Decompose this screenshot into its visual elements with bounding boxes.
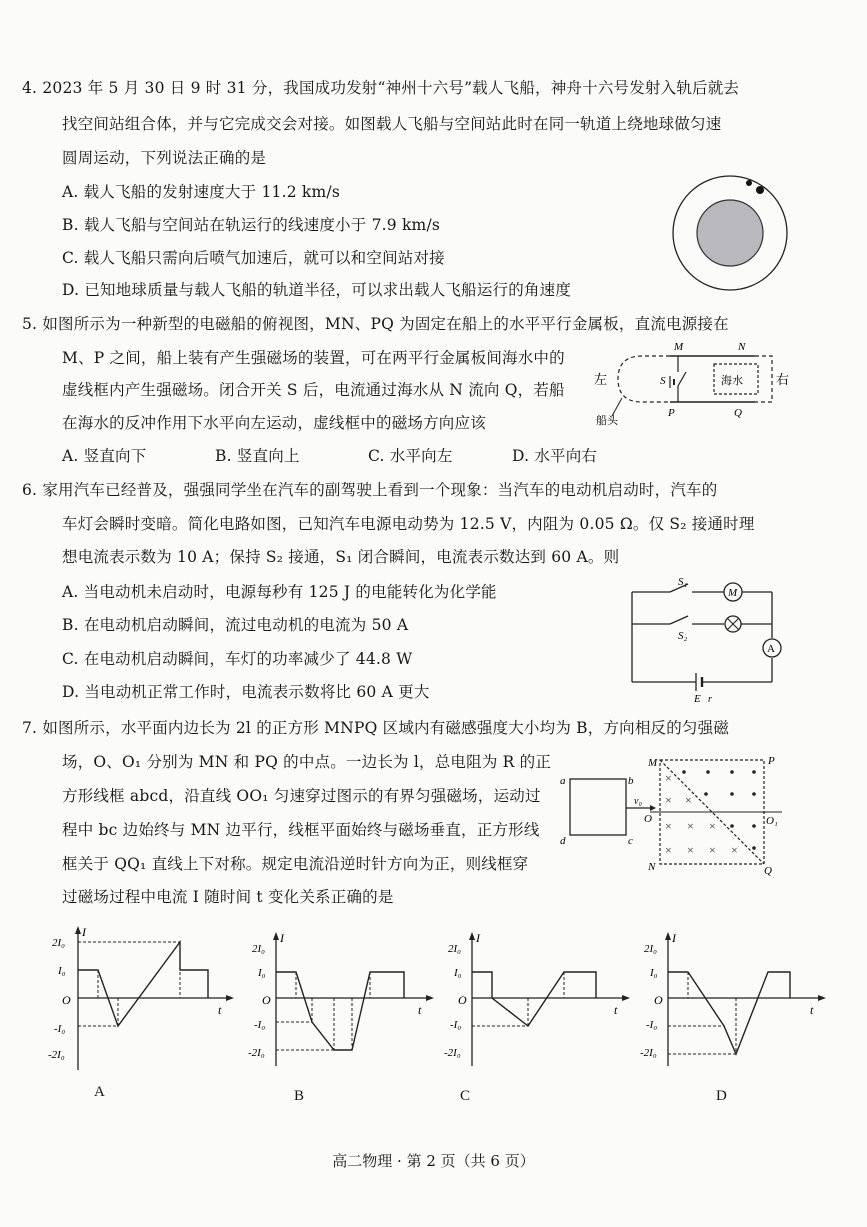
q7-line-4: 程中 bc 边始终与 MN 边平行，线框平面始终与磁场垂直，正方形线 (62, 821, 540, 839)
graph-d-i-arrow-icon (665, 932, 671, 940)
svg-text:×: × (709, 843, 716, 857)
graph-a-label-i0: I₀ (58, 965, 66, 977)
graph-a-curve (78, 942, 208, 1026)
graph-b-label-i0: I₀ (258, 967, 266, 979)
svg-text:×: × (687, 819, 694, 833)
svg-text:×: × (665, 843, 672, 857)
earth-icon (697, 200, 763, 266)
graph-c-label-i: I (476, 931, 480, 945)
label-b: b (628, 775, 634, 787)
svg-text:×: × (709, 819, 716, 833)
graph-c-label-m2i0: -2I₀ (444, 1047, 461, 1059)
q6-line-3: 想电流表示数为 10 A；保持 S₂ 接通，S₁ 闭合瞬间，电流表示数达到 60 A。则 (62, 548, 620, 566)
svg-text:×: × (665, 819, 672, 833)
q6-line-2: 车灯会瞬时变暗。简化电路如图，已知汽车电源电动势为 12.5 V，内阻为 0.05 Ω。仅 S₂ 接通时理 (62, 515, 755, 533)
graph-b-curve (276, 972, 404, 1050)
q7-line-5: 框关于 QQ₁ 直线上下对称。规定电流沿逆时针方向为正，则线框穿 (62, 855, 529, 873)
q7-line-2: 场，O、O₁ 分别为 MN 和 PQ 的中点。一边长为 l，总电阻为 R 的正 (62, 753, 552, 771)
q4-option-c: C. 载人飞船只需向后喷气加速后，就可以和空间站对接 (62, 249, 445, 267)
graph-d-label-i0: I₀ (650, 967, 658, 979)
graph-c (432, 930, 632, 1070)
q5-line-4: 在海水的反冲作用下水平向左运动，虚线框中的磁场方向应该 (62, 414, 486, 432)
q6-option-b: B. 在电动机启动瞬间，流过电动机的电流为 50 A (62, 616, 409, 634)
q5-option-d: D. 水平向右 (512, 447, 598, 465)
q5-line-1: 5. 如图所示为一种新型的电磁船的俯视图，MN、PQ 为固定在船上的水平平行金属板，直流电源接在 (22, 315, 729, 333)
label-c: c (628, 835, 633, 847)
label-a: a (560, 775, 566, 787)
label-s2: S₂ (678, 630, 688, 642)
label-field-o: O (644, 813, 652, 825)
graph-d-label-o: O (654, 993, 663, 1007)
graph-b-label-o: O (262, 993, 271, 1007)
graph-a-label-m2i0: -2I₀ (48, 1049, 65, 1061)
ammeter-label: A (767, 643, 775, 655)
graph-a-label-2i0: 2I₀ (52, 937, 65, 949)
q6-option-c: C. 在电动机启动瞬间，车灯的功率减少了 44.8 W (62, 650, 413, 668)
label-bow: 船头 (596, 415, 618, 427)
stern-outline (755, 356, 772, 402)
graph-a-label-mi0: -I₀ (54, 1023, 66, 1035)
label-field-p: P (768, 755, 775, 767)
spacecraft-icon (746, 180, 752, 186)
label-field-m: M (648, 757, 658, 769)
label-q: Q (734, 407, 742, 419)
svg-text:×: × (687, 843, 694, 857)
graph-c-label-o: O (458, 993, 467, 1007)
label-field-n: N (648, 861, 656, 873)
q4-line-3: 圆周运动，下列说法正确的是 (62, 149, 267, 167)
graph-b-label-t: t (418, 1003, 422, 1017)
q4-option-a: A. 载人飞船的发射速度大于 11.2 km/s (62, 183, 340, 201)
graph-b-label-m2i0: -2I₀ (248, 1047, 265, 1059)
page-footer: 高二物理 · 第 2 页（共 6 页） (332, 1152, 535, 1170)
graph-c-label-t: t (614, 1003, 618, 1017)
svg-text:×: × (665, 771, 672, 785)
graph-d-label-t: t (810, 1003, 814, 1017)
graph-d-t-arrow-icon (818, 995, 826, 1001)
q7-line-3: 方形线框 abcd，沿直线 OO₁ 匀速穿过图示的有界匀强磁场，运动过 (62, 787, 541, 805)
q6-option-d: D. 当电动机正常工作时，电流表示数将比 60 A 更大 (62, 683, 430, 701)
graph-c-i-arrow-icon (469, 932, 475, 940)
q5-option-a: A. 竖直向下 (62, 447, 147, 465)
label-s1: S₁ (678, 576, 688, 588)
graph-d (628, 930, 828, 1070)
q5-option-b: B. 竖直向上 (215, 447, 300, 465)
graph-c-label-mi0: -I₀ (450, 1019, 462, 1031)
q5-line-3: 虚线框内产生强磁场。闭合开关 S 后，电流通过海水从 N 流向 Q，若船 (62, 381, 565, 399)
space-station-icon (756, 186, 764, 194)
label-e: E (694, 693, 701, 704)
graph-d-label-m2i0: -2I₀ (640, 1047, 657, 1059)
boat-figure (590, 336, 790, 428)
graph-a-label-i: I (82, 925, 86, 939)
graph-a (30, 924, 235, 1074)
label-r: r (708, 694, 712, 704)
switch-s2-icon (670, 616, 688, 624)
graph-d-label-mi0: -I₀ (646, 1019, 658, 1031)
velocity-arrowhead-icon (650, 805, 656, 811)
graph-a-t-arrow-icon (226, 995, 234, 1001)
graph-d-choice-label: D (716, 1088, 727, 1104)
label-p: P (668, 407, 675, 419)
q6-line-1: 6. 家用汽车已经普及，强强同学坐在汽车的副驾驶上看到一个现象：当汽车的电动机启动时，汽车的 (22, 481, 718, 499)
bow-pointer (612, 398, 622, 416)
svg-text:×: × (665, 793, 672, 807)
graph-b-choice-label: B (294, 1088, 305, 1104)
graph-c-curve (472, 972, 596, 1026)
label-n: N (738, 341, 746, 353)
graph-a-choice-label: A (94, 1084, 105, 1100)
label-v0: v₀ (634, 796, 642, 807)
orbit-figure (665, 168, 795, 298)
coil-abcd (570, 779, 626, 835)
graph-b-label-2i0: 2I₀ (252, 943, 265, 955)
motor-label: M (728, 587, 738, 599)
dot-symbols (682, 770, 756, 850)
q4-line-2: 找空间站组合体，并与它完成交会对接。如图载人飞船与空间站此时在同一轨道上绕地球做匀速 (62, 115, 722, 133)
label-field-q: Q (764, 865, 772, 877)
label-s: S (660, 375, 666, 387)
q5-line-2: M、P 之间，船上装有产生强磁场的装置，可在两平行金属板间海水中的 (62, 349, 565, 367)
svg-text:×: × (685, 793, 692, 807)
graph-c-label-i0: I₀ (454, 967, 462, 979)
switch-s-icon (678, 372, 686, 386)
label-d: d (560, 835, 566, 847)
label-m: M (674, 341, 684, 353)
graph-b-label-i: I (280, 931, 284, 945)
q7-line-1: 7. 如图所示，水平面内边长为 2l 的正方形 MNPQ 区域内有磁感强度大小均为 B，方向相反的匀强磁 (22, 719, 730, 737)
graph-c-choice-label: C (460, 1088, 471, 1104)
q5-option-c: C. 水平向左 (368, 447, 453, 465)
graph-b (236, 930, 436, 1070)
circuit-figure (622, 576, 790, 704)
graph-b-label-mi0: -I₀ (254, 1019, 266, 1031)
label-field-o1: O₁ (766, 815, 778, 827)
graph-d-label-i: I (672, 931, 676, 945)
q6-option-a: A. 当电动机未启动时，电源每秒有 125 J 的电能转化为化学能 (62, 583, 497, 601)
graph-a-label-o: O (62, 993, 71, 1007)
q4-option-d: D. 已知地球质量与载人飞船的轨道半径，可以求出载人飞船运行的角速度 (62, 281, 572, 299)
field-figure (556, 750, 788, 878)
graph-a-label-t: t (218, 1003, 222, 1017)
label-water: 海水 (721, 375, 743, 387)
graph-c-label-2i0: 2I₀ (448, 943, 461, 955)
q7-line-6: 过磁场过程中电流 I 随时间 t 变化关系正确的是 (62, 888, 394, 906)
graph-d-label-2i0: 2I₀ (644, 943, 657, 955)
label-left: 左 (594, 372, 608, 387)
q4-line-1: 4. 2023 年 5 月 30 日 9 时 31 分，我国成功发射“神州十六号”载人飞船，神舟十六号发射入轨后就去 (22, 79, 740, 97)
label-right: 右 (776, 372, 790, 387)
cross-symbols (665, 771, 738, 857)
q4-option-b: B. 载人飞船与空间站在轨运行的线速度小于 7.9 km/s (62, 216, 441, 234)
graph-a-i-arrow-icon (75, 926, 81, 934)
graph-b-i-arrow-icon (273, 932, 279, 940)
svg-text:×: × (731, 843, 738, 857)
graph-d-curve (668, 972, 790, 1054)
